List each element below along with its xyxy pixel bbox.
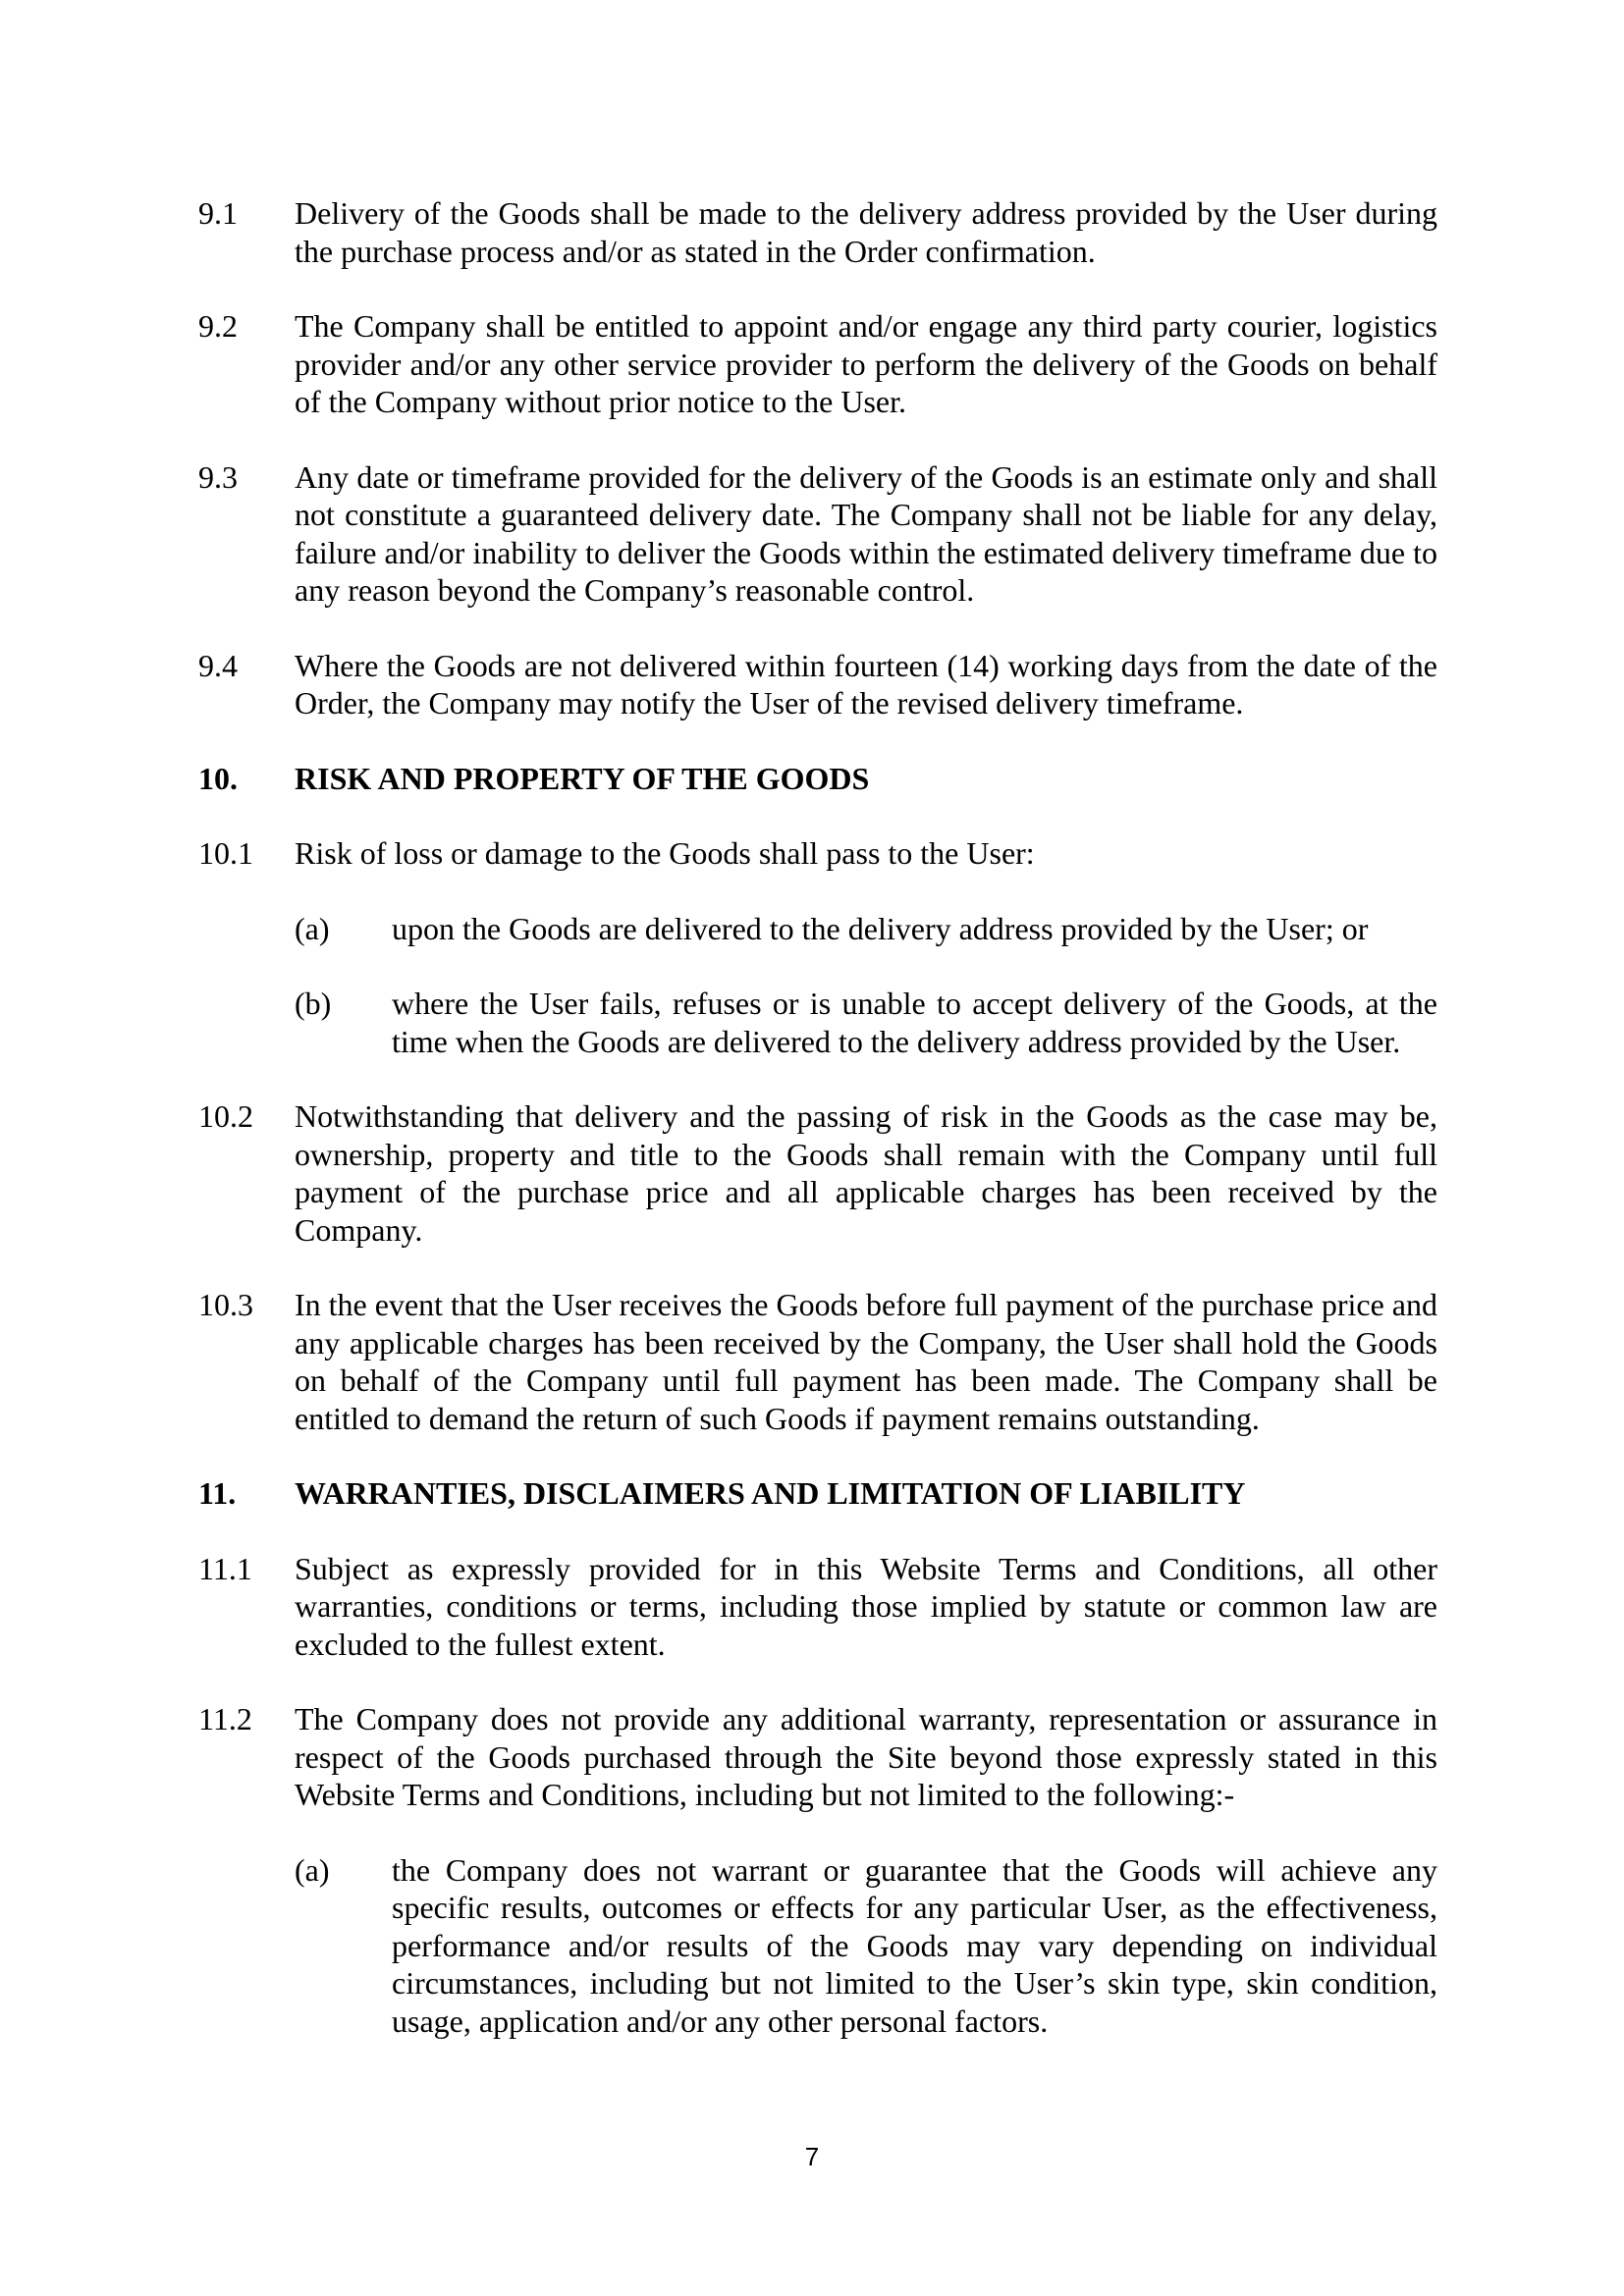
clause-text: Where the Goods are not delivered within fourteen (14) working days from the date of the Order, the Company may notify the User of the revised delivery timeframe. (295, 647, 1437, 721)
clause-number: 9.1 (198, 195, 238, 231)
clause-11-2 (198, 1700, 1437, 1814)
clause-10-1 (198, 834, 1437, 873)
subclause-label: (a) (295, 1851, 330, 1888)
clause-10-2 (198, 1097, 1437, 1249)
clause-number: 10.3 (198, 1287, 253, 1322)
clause-text: The Company shall be entitled to appoint and/or engage any third party courier, logistics provider and/or any other service provider to perform the delivery of the Goods on behalf of the Company without prior notice to the User. (295, 308, 1437, 419)
clause-text: Any date or timeframe provided for the delivery of the Goods is an estimate only and shall not constitute a guaranteed delivery date. The Company shall not be liable for any delay, failure and/or inability to deliver the Goods within the estimated delivery timeframe due to any reason beyond the Company’s reasonable control. (295, 458, 1437, 608)
clause-number: 9.3 (198, 458, 238, 495)
clause-number: 10.2 (198, 1098, 253, 1134)
clause-number: 11.2 (198, 1701, 252, 1736)
clause-10-1-a (295, 910, 1437, 948)
subclause-text: the Company does not warrant or guarantee that the Goods will achieve any specific results, outcomes or effects for any particular User, as the effectiveness, performance and/or results of the Goods may vary depending on individual circumstances, including but not limited to the User’s skin type, skin condition, usage, application and/or any other personal factors. (392, 1851, 1437, 2039)
section-number: 10. (198, 760, 238, 796)
section-title: RISK AND PROPERTY OF THE GOODS (295, 760, 870, 796)
clause-11-1 (198, 1550, 1437, 1664)
subclause-text: upon the Goods are delivered to the delivery address provided by the User; or (392, 910, 1369, 946)
clause-number: 11.1 (198, 1550, 252, 1586)
document-body (198, 194, 1437, 2077)
clause-text: In the event that the User receives the Goods before full payment of the purchase price and any applicable charges has been received by the Company, the User shall hold the Goods on behalf of the Company until full payment has been made. The Company shall be entitled to demand the return of such Goods if payment remains outstanding. (295, 1287, 1437, 1436)
clause-number: 9.4 (198, 647, 238, 683)
clause-9-1 (198, 194, 1437, 270)
subclause-label: (b) (295, 986, 332, 1021)
clause-9-3 (198, 458, 1437, 610)
clause-10-3 (198, 1286, 1437, 1437)
clause-10-1-b (295, 985, 1437, 1060)
clause-number: 9.2 (198, 308, 238, 344)
subclause-label: (a) (295, 910, 330, 946)
clause-9-4 (198, 647, 1437, 722)
page-number: 7 (804, 2142, 820, 2171)
section-title: WARRANTIES, DISCLAIMERS AND LIMITATION OF LIABILITY (295, 1475, 1246, 1511)
clause-text: Risk of loss or damage to the Goods shall pass to the User: (295, 835, 1035, 871)
clause-11-2-a (295, 1851, 1437, 2041)
clause-text: Subject as expressly provided for in this Website Terms and Conditions, all other warranties, conditions or terms, including those implied by statute or common law are excluded to the fullest extent. (295, 1550, 1437, 1662)
clause-9-2 (198, 307, 1437, 421)
subclause-text: where the User fails, refuses or is unable to accept delivery of the Goods, at the time when the Goods are delivered to the delivery address provided by the User. (392, 986, 1437, 1059)
clause-text: Notwithstanding that delivery and the passing of risk in the Goods as the case may be, ownership, property and title to the Goods shall remain with the Company until full payment of the purchase price and all applicable charges has been received by the Company. (295, 1098, 1437, 1248)
section-heading-10 (198, 760, 1437, 798)
clause-text: Delivery of the Goods shall be made to the delivery address provided by the User during the purchase process and/or as stated in the Order confirmation. (295, 195, 1437, 269)
section-heading-11 (198, 1474, 1437, 1513)
section-number: 11. (198, 1475, 237, 1511)
clause-text: The Company does not provide any additional warranty, representation or assurance in respect of the Goods purchased through the Site beyond those expressly stated in this Website Terms and Conditions, including but not limited to the following:- (295, 1701, 1437, 1812)
clause-number: 10.1 (198, 835, 253, 871)
